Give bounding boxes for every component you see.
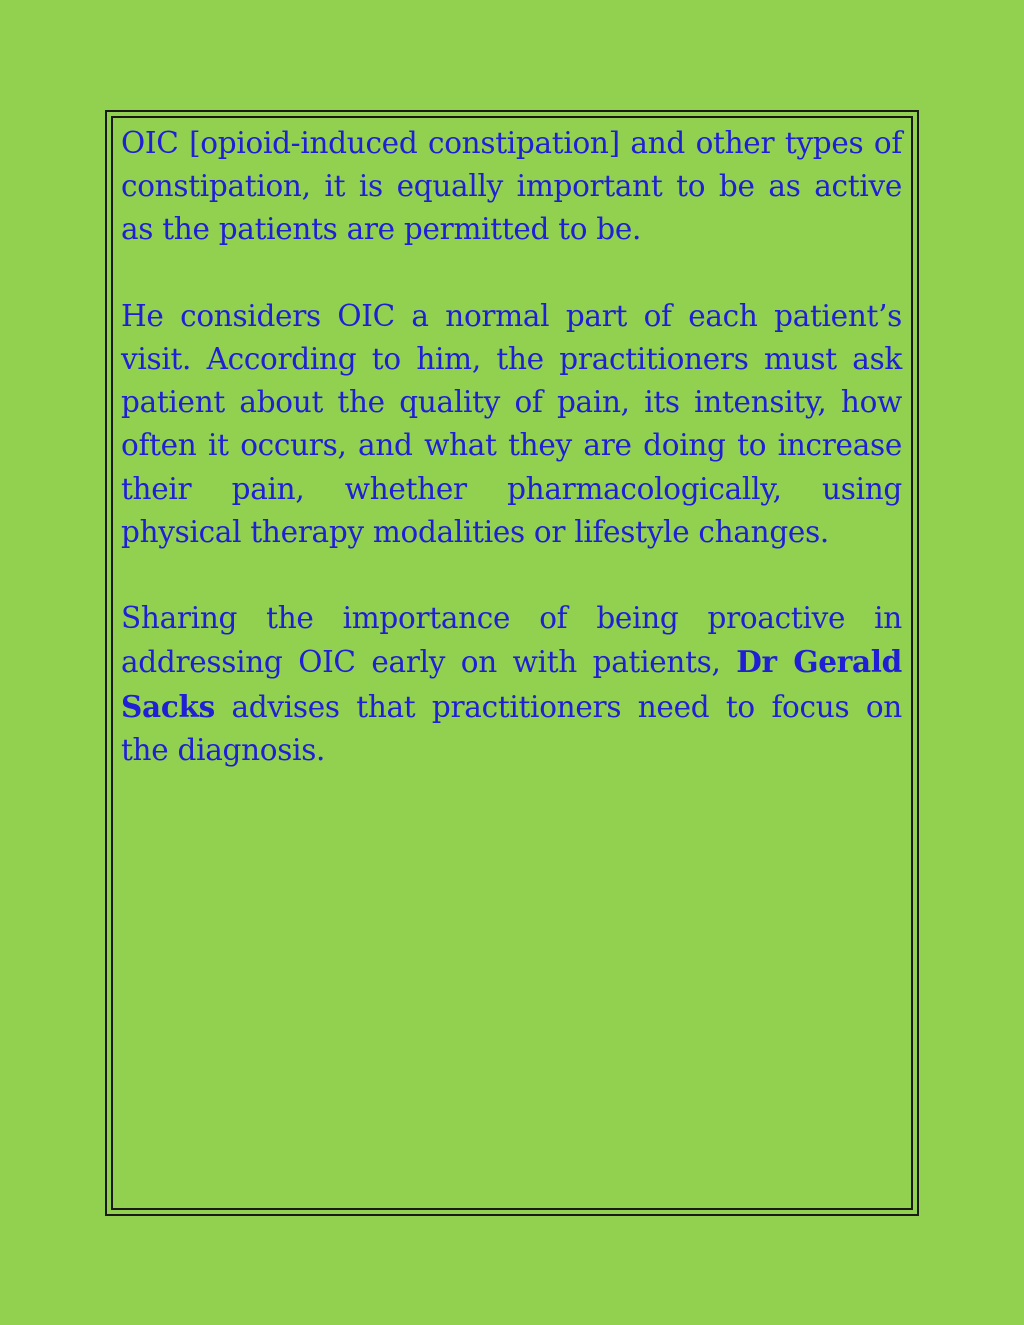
document-body [121, 122, 902, 815]
paragraph-text-after: advises that practitioners need to focus on the diagnosis. [121, 689, 902, 767]
paragraph-oic-intro: OIC [opioid-induced constipation] and other types of constipation, it is equally important to be as active as the patients are permitted to be. [121, 126, 902, 247]
paragraph-text-before: Sharing the importance of being proactive in addressing OIC early on with patients, [121, 601, 902, 680]
paragraph-diagnosis-advice [121, 597, 902, 772]
author-name-highlight: Dr Gerald Sacks [121, 644, 902, 724]
paragraph-practitioner-questions: He considers OIC a normal part of each patient’s visit. According to him, the practitioners must ask patient about the quality of pain, its intensity, how often it occurs, and what they are doing to increase their pain, whether pharmacologically, using physical therapy modalities or lifestyle changes. [121, 298, 902, 549]
